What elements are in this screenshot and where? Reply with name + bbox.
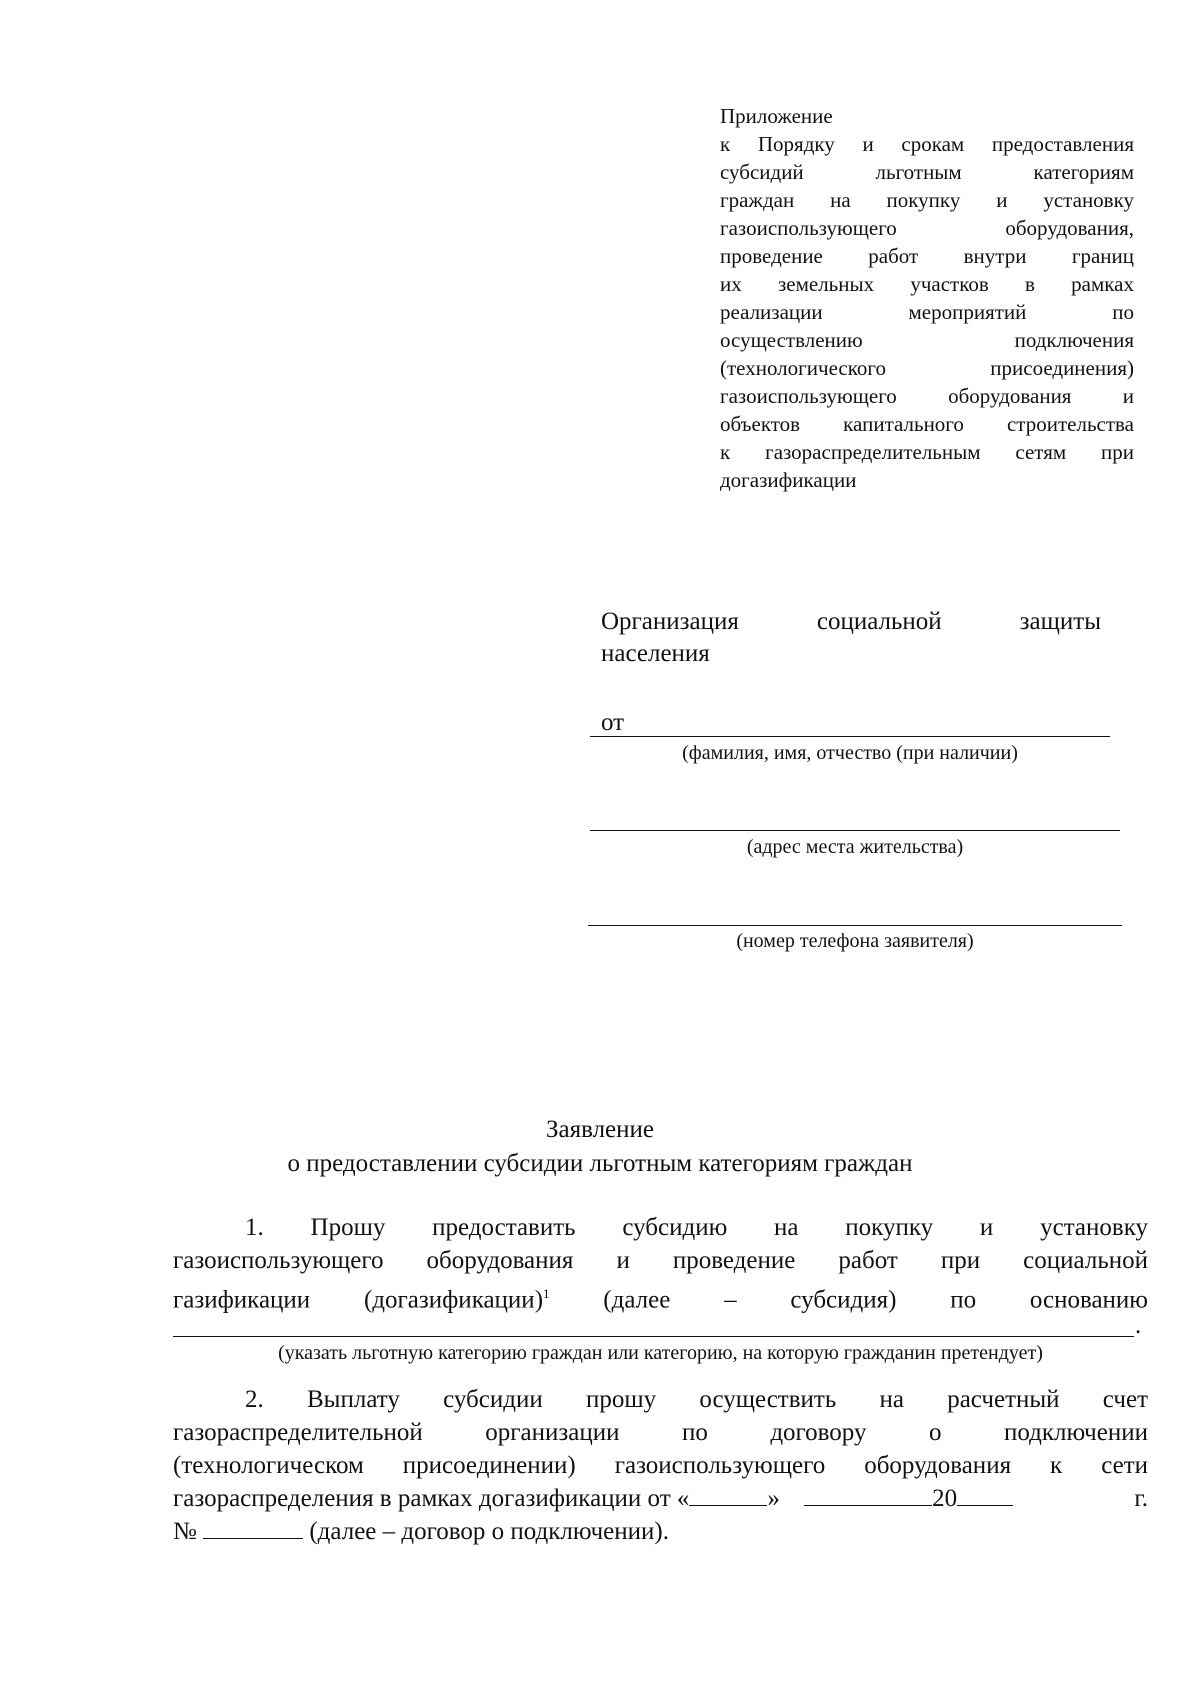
- appendix-block: [720, 102, 1134, 494]
- basis-field-line[interactable]: [173, 1336, 1134, 1337]
- paragraph-line: [173, 1277, 1148, 1316]
- appendix-line: (технологического присоединения): [720, 356, 1134, 380]
- appendix-title: Приложение: [720, 104, 833, 128]
- fio-field-line[interactable]: [590, 736, 1110, 737]
- appendix-line: газоиспользующего оборудования и: [720, 384, 1134, 408]
- recipient-block: [601, 606, 1101, 670]
- recipient-line-2: населения: [601, 640, 710, 667]
- from-label: от: [601, 709, 625, 736]
- appendix-line: к Порядку и срокам предоставления: [720, 132, 1134, 156]
- fio-caption: (фамилия, имя, отчество (при наличии): [682, 742, 1018, 764]
- paragraph-text: 20: [932, 1485, 958, 1512]
- paragraph-line: [173, 1482, 1148, 1515]
- statement-title: Заявление: [545, 1116, 655, 1143]
- phone-field-line[interactable]: [588, 925, 1122, 926]
- address-field-line[interactable]: [590, 830, 1120, 831]
- appendix-line: газоиспользующего оборудования,: [720, 216, 1134, 240]
- paragraph-text: №: [173, 1518, 197, 1545]
- paragraph-line: 1. Прошу предоставить субсидию на покупку и установку: [245, 1214, 1148, 1241]
- appendix-line: догазификации: [720, 468, 857, 492]
- paragraph-line: (технологическом присоединении) газоиспользующего оборудования к сети: [173, 1452, 1148, 1479]
- paragraph-line: 2. Выплату субсидии прошу осуществить на расчетный счет: [245, 1386, 1148, 1413]
- paragraph-text: (далее – договор о подключении).: [309, 1518, 669, 1545]
- month-field[interactable]: [804, 1483, 932, 1506]
- address-caption: (адрес места жительства): [746, 836, 964, 858]
- appendix-line: объектов капитального строительства: [720, 412, 1134, 436]
- contract-number-field[interactable]: [203, 1516, 303, 1539]
- paragraph-line: газоиспользующего оборудования и проведение работ при социальной: [173, 1247, 1148, 1274]
- phone-caption: (номер телефона заявителя): [736, 930, 974, 952]
- paragraph-text: г.: [1134, 1485, 1148, 1512]
- appendix-line: субсидий льготным категориям: [720, 160, 1134, 184]
- paragraph-text: »: [767, 1485, 780, 1512]
- paragraph-1: [173, 1211, 1148, 1316]
- basis-caption: (указать льготную категорию граждан или категорию, на которую гражданин претендует): [278, 1342, 1043, 1364]
- from-row: [590, 707, 1115, 739]
- recipient-line-1: Организация социальной защиты: [601, 608, 1101, 635]
- basis-period: .: [1135, 1312, 1142, 1339]
- paragraph-line: газораспределительной организации по договору о подключении: [173, 1419, 1148, 1446]
- appendix-line: реализации мероприятий по: [720, 300, 1134, 324]
- paragraph-2: [173, 1383, 1148, 1548]
- statement-subtitle: о предоставлении субсидии льготным категориям граждан: [287, 1150, 913, 1177]
- appendix-line: осуществлению подключения: [720, 328, 1134, 352]
- paragraph-line: [173, 1515, 1148, 1548]
- statement-heading: [0, 1113, 1200, 1181]
- year-field[interactable]: [957, 1483, 1013, 1506]
- appendix-line: граждан на покупку и установку: [720, 188, 1134, 212]
- footnote-mark: 1: [543, 1286, 550, 1301]
- paragraph-text: газификации (догазификации): [173, 1286, 544, 1314]
- appendix-line: их земельных участков в рамках: [720, 272, 1134, 296]
- paragraph-text: (далее – субсидия) по основанию: [549, 1286, 1148, 1314]
- appendix-line: к газораспределительным сетям при: [720, 440, 1134, 464]
- day-field[interactable]: [689, 1483, 767, 1506]
- appendix-line: проведение работ внутри границ: [720, 244, 1134, 268]
- paragraph-text: газораспределения в рамках догазификации от «: [173, 1485, 690, 1512]
